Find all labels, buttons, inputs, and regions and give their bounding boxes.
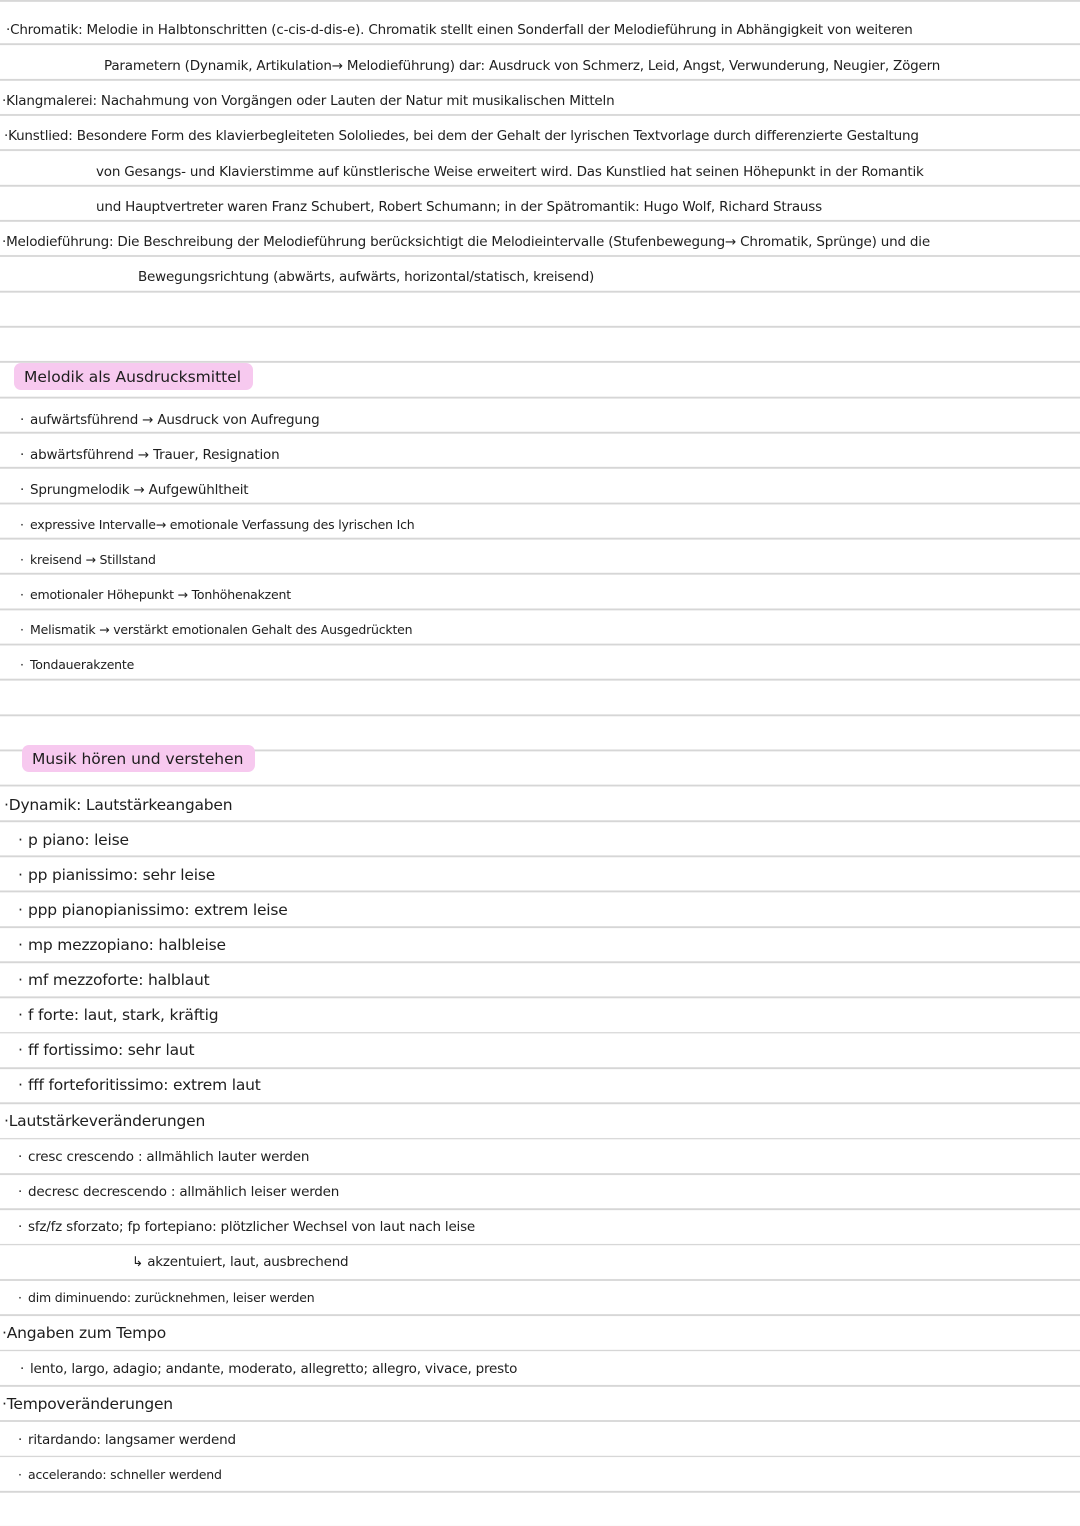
veraenderung-item: · decresc decrescendo : allmählich leiser werden (18, 1184, 340, 1200)
kunstlied-line-3: und Hauptvertreter waren Franz Schubert, Robert Schumann; in der Spätromantik: Hugo Wolf, Richard Strauss (96, 199, 822, 215)
dynamik-item: · mf mezzoforte: halblaut (18, 971, 210, 989)
kunstlied-line-1: ·Kunstlied: Besondere Form des klavierbegleiteten Sololiedes, bei dem der Gehalt der lyrischen Textvorlage durch differenzierte Gestaltung (4, 128, 919, 144)
sforzato-note: ↳ akzentuiert, laut, ausbrechend (132, 1254, 349, 1270)
chromatik-line-2: Parametern (Dynamik, Artikulation→ Melodieführung) dar: Ausdruck von Schmerz, Leid, Angst, Verwunderung, Neugier, Zögern (104, 58, 941, 74)
chromatik-line-1: ·Chromatik: Melodie in Halbtonschritten (c-cis-d-dis-e). Chromatik stellt einen Sonderfall der Melodieführung in Abhängigkeit von weiteren (6, 22, 913, 38)
dynamik-title: ·Dynamik: Lautstärkeangaben (4, 796, 233, 814)
dynamik-item: · fff forteforitissimo: extrem laut (18, 1076, 261, 1094)
melodik-item: · emotionaler Höhepunkt → Tonhöhenakzent (20, 587, 291, 602)
melodik-item: · aufwärtsführend → Ausdruck von Aufregung (20, 412, 320, 428)
melodik-item: · Tondauerakzente (20, 657, 135, 672)
melodik-item: · expressive Intervalle→ emotionale Verfassung des lyrischen Ich (20, 517, 415, 532)
tempoveraenderung-item: · ritardando: langsamer werdend (18, 1432, 236, 1448)
melodik-heading: Melodik als Ausdrucksmittel (14, 363, 253, 390)
klangmalerei-line: ·Klangmalerei: Nachahmung von Vorgängen oder Lauten der Natur mit musikalischen Mitteln (2, 93, 615, 109)
dynamik-item: · p piano: leise (18, 831, 129, 849)
dynamik-item: · ppp pianopianissimo: extrem leise (18, 901, 288, 919)
tempoveraenderung-item: · accelerando: schneller werdend (18, 1467, 222, 1482)
melodik-item: · Melismatik → verstärkt emotionalen Gehalt des Ausgedrückten (20, 622, 413, 637)
veraenderung-item: · dim diminuendo: zurücknehmen, leiser werden (18, 1290, 315, 1305)
melodiefuehrung-line-2: Bewegungsrichtung (abwärts, aufwärts, horizontal/statisch, kreisend) (138, 269, 595, 285)
veraenderung-item: · cresc crescendo : allmählich lauter werden (18, 1149, 310, 1165)
tempoveraenderungen-title: ·Tempoveränderungen (2, 1395, 173, 1413)
dynamik-item: · pp pianissimo: sehr leise (18, 866, 216, 884)
kunstlied-line-2: von Gesangs- und Klavierstimme auf künstlerische Weise erweitert wird. Das Kunstlied hat seinen Höhepunkt in der Romantik (96, 164, 924, 180)
melodik-item: · kreisend → Stillstand (20, 552, 156, 567)
musik-heading: Musik hören und verstehen (22, 745, 255, 772)
veraenderung-item: · sfz/fz sforzato; fp fortepiano: plötzlicher Wechsel von laut nach leise (18, 1219, 476, 1235)
dynamik-item: · mp mezzopiano: halbleise (18, 936, 226, 954)
melodiefuehrung-line-1: ·Melodieführung: Die Beschreibung der Melodieführung berücksichtigt die Melodieintervalle (Stufenbewegung→ Chromatik, Sprünge) und die (2, 234, 930, 250)
dynamik-item: · f forte: laut, stark, kräftig (18, 1006, 219, 1024)
lautstaerke-veraenderungen-title: ·Lautstärkeveränderungen (4, 1112, 206, 1130)
melodik-item: · abwärtsführend → Trauer, Resignation (20, 447, 280, 463)
melodik-item: · Sprungmelodik → Aufgewühltheit (20, 482, 249, 498)
tempo-list: · lento, largo, adagio; andante, moderato, allegretto; allegro, vivace, presto (20, 1361, 518, 1377)
dynamik-item: · ff fortissimo: sehr laut (18, 1041, 195, 1059)
tempo-title: ·Angaben zum Tempo (2, 1324, 166, 1342)
